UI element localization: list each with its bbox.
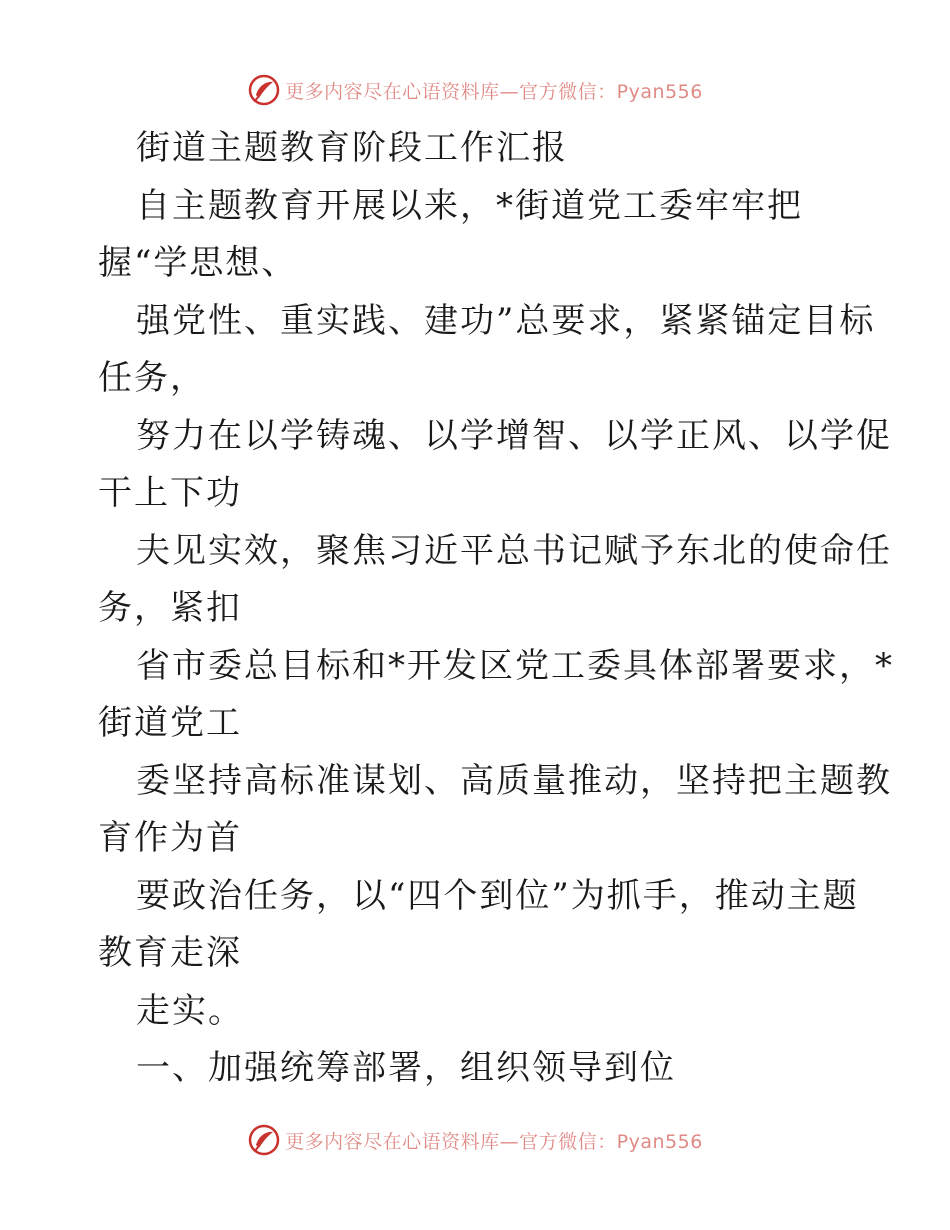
paragraph-line: 强党性、重实践、建功”总要求，紧紧锚定目标 — [136, 300, 876, 341]
paragraph-line: 夫见实效，聚焦习近平总书记赋予东北的使命任 — [136, 530, 892, 571]
paragraph-line: 省市委总目标和*开发区党工委具体部署要求，* — [136, 645, 894, 686]
footer-banner — [0, 1120, 950, 1160]
paragraph-line: 务，紧扣 — [98, 588, 242, 628]
document-body — [98, 120, 894, 1098]
doc-title: 街道主题教育阶段工作汇报 — [136, 128, 568, 168]
paragraph-line: 自主题教育开展以来，*街道党工委牢牢把 — [136, 185, 803, 226]
header-banner — [0, 70, 950, 110]
paragraph-line: 任务， — [98, 358, 206, 398]
paragraph-line: 要政治任务，以“四个到位”为抓手，推动主题 — [136, 875, 859, 916]
pen-seal-icon — [247, 73, 281, 107]
paragraph-line: 育作为首 — [98, 818, 242, 858]
paragraph-line: 委坚持高标准谋划、高质量推动，坚持把主题教 — [136, 760, 892, 801]
paragraph-line: 努力在以学铸魂、以学增智、以学正风、以学促 — [136, 415, 892, 456]
pen-seal-icon — [247, 1123, 281, 1157]
paragraph-line: 干上下功 — [98, 473, 242, 513]
paragraph-line: 街道党工 — [98, 703, 242, 743]
section-heading: 一、加强统筹部署，组织领导到位 — [136, 1048, 676, 1088]
banner-text: 更多内容尽在心语资料库—官方微信：Pyan556 — [285, 80, 703, 103]
paragraph-line: 教育走深 — [98, 933, 242, 973]
paragraph-line: 走实。 — [136, 990, 244, 1031]
paragraph-line: 握“学思想、 — [98, 243, 298, 283]
banner-text: 更多内容尽在心语资料库—官方微信：Pyan556 — [285, 1130, 703, 1153]
